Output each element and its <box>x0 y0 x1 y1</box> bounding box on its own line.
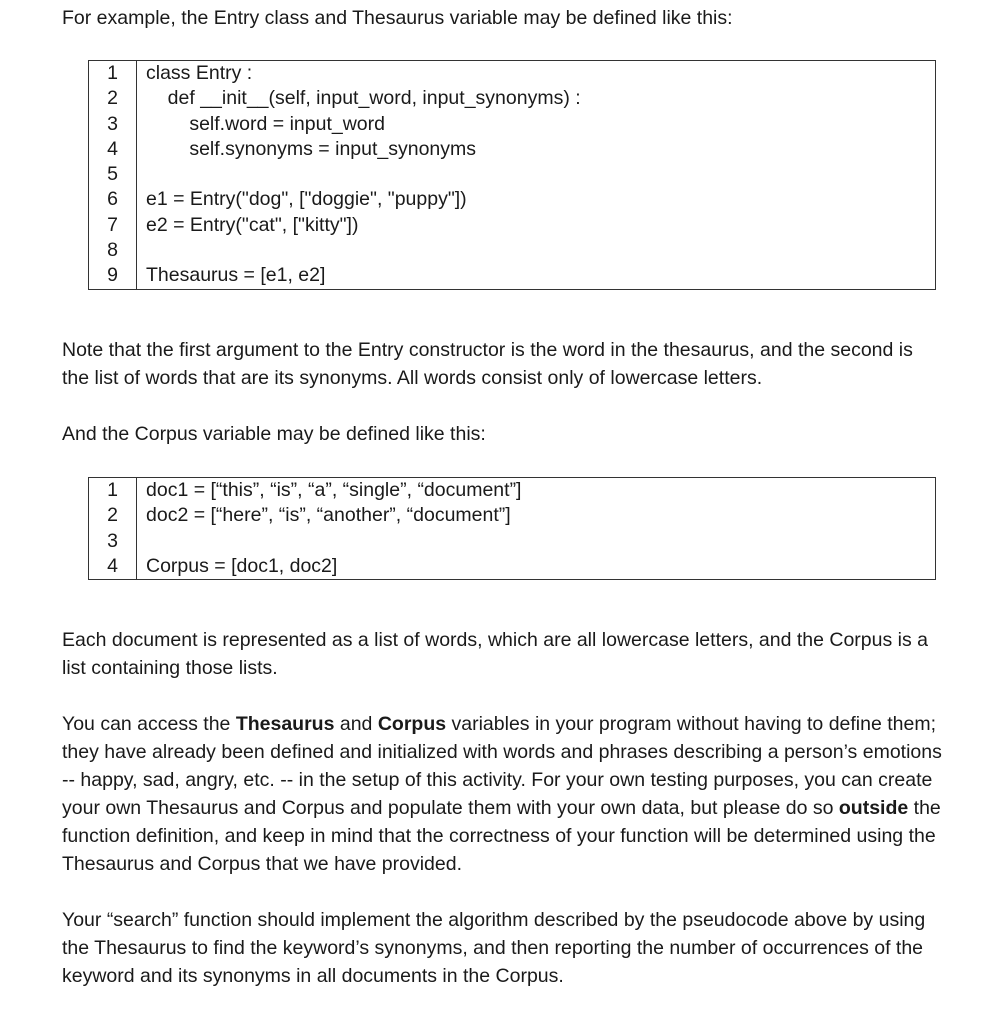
corpus-code-block <box>88 477 936 580</box>
code-line <box>146 529 935 554</box>
intro-paragraph: For example, the Entry class and Thesaurus variable may be defined like this: <box>62 7 733 29</box>
note-paragraph: Note that the first argument to the Entry constructor is the word in the thesaurus, and the second is the list of words that are its synonyms. All words consist only of lowercase letters. <box>62 339 913 389</box>
line-number: 1 <box>107 62 118 84</box>
thesaurus-bold: Thesaurus <box>235 713 335 735</box>
corpus-bold: Corpus <box>377 713 447 735</box>
code-line: def __init__(self, input_word, input_synonyms) : <box>146 87 581 110</box>
code-line: self.synonyms = input_synonyms <box>146 137 477 160</box>
code-line: Thesaurus = [e1, e2] <box>146 264 326 287</box>
code-content <box>137 61 935 289</box>
code-content <box>137 478 935 579</box>
line-number: 5 <box>107 163 118 186</box>
code-line: e1 = Entry("dog", ["doggie", "puppy"]) <box>146 188 467 211</box>
access-text: You can access the <box>62 713 236 735</box>
access-paragraph <box>62 710 942 878</box>
line-number: 1 <box>107 479 118 501</box>
line-number: 2 <box>107 504 118 527</box>
code-line: doc2 = [“here”, “is”, “another”, “document”] <box>146 504 511 527</box>
line-number: 2 <box>107 87 118 110</box>
line-number: 3 <box>107 112 118 135</box>
line-number-gutter <box>89 61 137 289</box>
search-description-paragraph: Your “search” function should implement the algorithm described by the pseudocode above by using the Thesaurus to find the keyword’s synonyms, and then reporting the number of occurrences of the keyword and its synonyms in all documents in the Corpus. <box>62 909 926 987</box>
code-line: self.word = input_word <box>146 112 385 135</box>
code-line <box>146 238 935 263</box>
line-number: 6 <box>107 188 118 211</box>
access-text: variables in your program without having to define them; they have already been defined and initialized with words and phrases describing a person’s emotions -- happy, sad, angry, etc. -- in the setup of this activity. For your own testing purposes, you can create your own Thesaurus and Corpus and populate them with your own data, but please do so <box>62 713 942 819</box>
code-line: class Entry : <box>146 62 253 84</box>
line-number: 8 <box>107 239 118 262</box>
line-number: 9 <box>107 264 118 287</box>
corpus-intro-paragraph: And the Corpus variable may be defined like this: <box>62 423 486 445</box>
code-line: doc1 = [“this”, “is”, “a”, “single”, “document”] <box>146 479 522 501</box>
access-text: and <box>334 713 378 735</box>
access-text: the function definition, and keep in mind that the correctness of your function will be determined using the Thesaurus and Corpus that we have provided. <box>62 797 941 875</box>
line-number-gutter <box>89 478 137 579</box>
doc-explanation-paragraph: Each document is represented as a list of words, which are all lowercase letters, and the Corpus is a list containing those lists. <box>62 629 929 679</box>
line-number: 7 <box>107 213 118 236</box>
outside-bold: outside <box>838 797 909 819</box>
line-number: 3 <box>107 529 118 552</box>
code-line: Corpus = [doc1, doc2] <box>146 554 338 577</box>
code-line <box>146 162 935 187</box>
entry-code-block <box>88 60 936 290</box>
line-number: 4 <box>107 137 118 160</box>
code-line: e2 = Entry("cat", ["kitty"]) <box>146 213 359 236</box>
line-number: 4 <box>107 554 118 577</box>
